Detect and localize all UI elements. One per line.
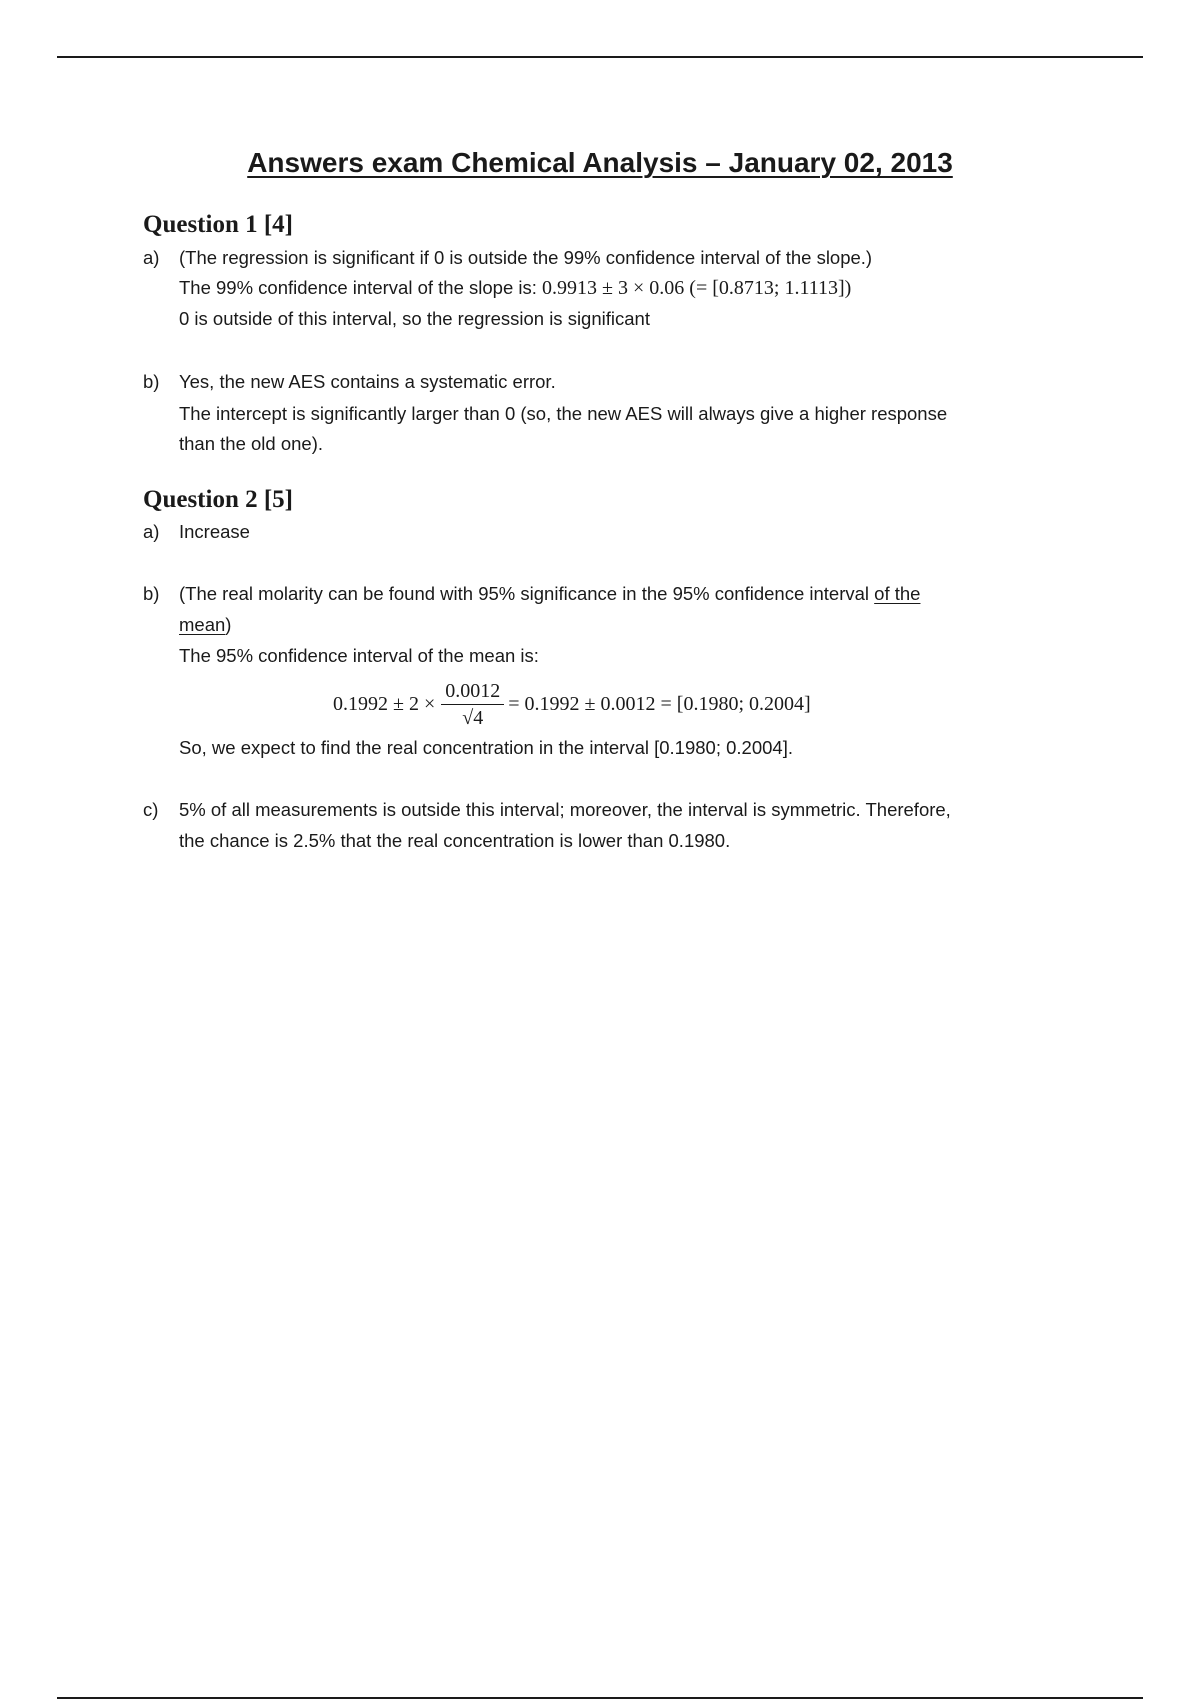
q2-b-line-2-underlined: mean: [179, 614, 226, 635]
q1-a-line-2-text: The 99% confidence interval of the slope is:: [179, 277, 543, 298]
q1-a-line-2: [179, 276, 851, 300]
page-top-rule: [57, 56, 1143, 58]
q1-b-line-1: Yes, the new AES contains a systematic error.: [179, 371, 556, 392]
question-1-heading: Question 1 [4]: [143, 211, 293, 238]
q2-b-line-4: So, we expect to find the real concentration in the interval [0.1980; 0.2004].: [179, 737, 793, 758]
formula-denominator: √4: [462, 706, 484, 729]
q2-b-line-1: [179, 582, 920, 606]
q1-a-slope-formula: 0.9913 ± 3 × 0.06 (= [0.8713; 1.1113]): [542, 277, 852, 299]
q2-b-line-3: The 95% confidence interval of the mean is:: [179, 645, 539, 666]
q2-c-line-2: the chance is 2.5% that the real concentration is lower than 0.1980.: [179, 830, 731, 851]
formula-fraction: [441, 678, 504, 731]
q2-b-marker: b): [143, 583, 160, 604]
q1-a-marker: a): [143, 247, 160, 268]
formula-numerator: 0.0012: [441, 678, 504, 705]
page-bottom-rule: [57, 1697, 1143, 1699]
q2-c-line-1: 5% of all measurements is outside this interval; moreover, the interval is symmetric. Therefore,: [179, 799, 951, 820]
question-2-heading: Question 2 [5]: [143, 486, 293, 513]
q1-a-line-3: 0 is outside of this interval, so the regression is significant: [179, 308, 650, 329]
q2-b-line-1-text: (The real molarity can be found with 95% significance in the 95% confidence interval: [179, 583, 875, 604]
q2-b-line-1-underlined: of the: [874, 583, 921, 604]
q1-a-line-1: (The regression is significant if 0 is outside the 99% confidence interval of the slope.): [179, 247, 873, 268]
page-title: [0, 146, 1200, 180]
q1-b-line-2: The intercept is significantly larger than 0 (so, the new AES will always give a higher response: [179, 403, 948, 424]
confidence-interval-formula: [333, 672, 811, 736]
q2-a-marker: a): [143, 521, 160, 542]
q2-b-line-2: [179, 613, 231, 637]
q1-b-marker: b): [143, 371, 160, 392]
page-title-text: Answers exam Chemical Analysis – January 02, 2013: [247, 147, 953, 178]
q2-a-line-1: Increase: [179, 521, 250, 542]
q2-c-marker: c): [143, 799, 159, 820]
formula-left: 0.1992 ± 2 ×: [333, 692, 436, 715]
q2-b-line-2-text: ): [225, 614, 232, 635]
formula-right: = 0.1992 ± 0.0012 = [0.1980; 0.2004]: [508, 692, 811, 715]
q1-b-line-3: than the old one).: [179, 433, 323, 454]
